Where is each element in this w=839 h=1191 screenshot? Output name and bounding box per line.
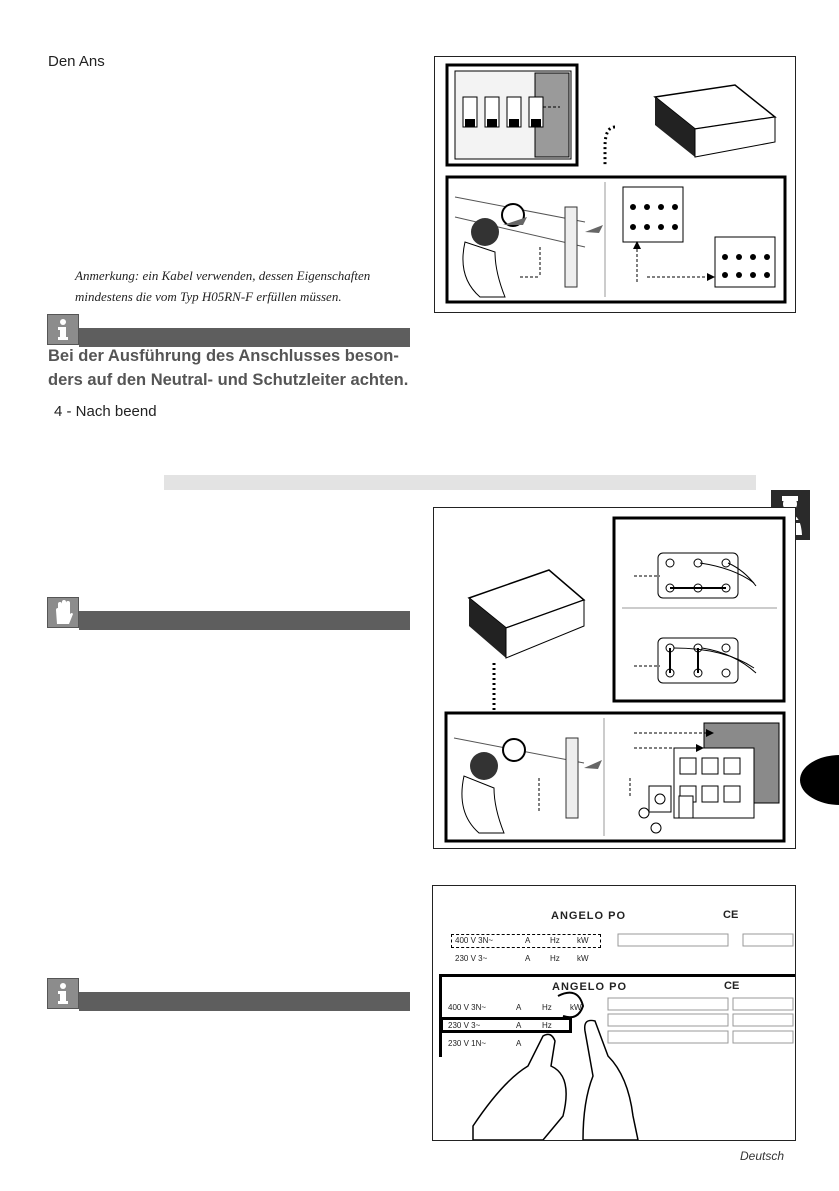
danger-bar bbox=[79, 611, 410, 630]
figure-rating-plate bbox=[432, 885, 796, 1141]
warning-line-1: Bei der Ausführung des Anschlusses beson- bbox=[48, 347, 399, 365]
figure-terminal-configuration bbox=[433, 507, 796, 849]
cable-note-line-2: mindestens die vom Typ H05RN-F erfüllen müssen. bbox=[75, 289, 342, 304]
row-2-a: A bbox=[516, 1021, 522, 1030]
row-1-hz: Hz bbox=[542, 1003, 552, 1012]
cable-note-line-1: Anmerkung: ein Kabel verwenden, dessen Eigenschaften bbox=[75, 268, 371, 283]
row-1-kw: kW bbox=[570, 1003, 582, 1012]
section-title-bar bbox=[164, 475, 756, 490]
row-3-a: A bbox=[516, 1039, 522, 1048]
ce-mark-bottom: CE bbox=[724, 980, 740, 992]
info-icon bbox=[47, 314, 79, 345]
brand-logo-bottom: ANGELO PO bbox=[552, 981, 628, 993]
info-icon bbox=[47, 978, 79, 1009]
danger-header bbox=[47, 597, 410, 631]
top-row-1-hz: Hz bbox=[550, 936, 560, 945]
info-bar-2 bbox=[79, 992, 410, 1011]
section-tab bbox=[800, 755, 839, 805]
top-row-2-a: A bbox=[525, 954, 531, 963]
top-row-1-voltage: 400 V 3N~ bbox=[455, 936, 494, 945]
figure-connection-terminal bbox=[434, 56, 796, 313]
top-row-1-kw: kW bbox=[577, 936, 589, 945]
row-2-voltage: 230 V 3~ bbox=[448, 1021, 481, 1030]
row-3-voltage: 230 V 1N~ bbox=[448, 1039, 487, 1048]
footer-language: Deutsch bbox=[740, 1149, 785, 1163]
cable-note bbox=[75, 265, 410, 307]
neutral-ground-warning bbox=[48, 344, 412, 392]
info-header bbox=[47, 314, 410, 348]
row-1-a: A bbox=[516, 1003, 522, 1012]
row-1-voltage: 400 V 3N~ bbox=[448, 1003, 487, 1012]
row-2-hz: Hz bbox=[542, 1021, 552, 1030]
top-row-2-voltage: 230 V 3~ bbox=[455, 954, 488, 963]
stop-hand-icon bbox=[47, 597, 79, 628]
ce-mark-top: CE bbox=[723, 909, 739, 921]
top-row-2-hz: Hz bbox=[550, 954, 560, 963]
top-row-2-kw: kW bbox=[577, 954, 589, 963]
intro-text: Den Ans bbox=[48, 53, 105, 70]
warning-line-2: ders auf den Neutral- und Schutzleiter achten. bbox=[48, 371, 409, 389]
step-4-text: 4 - Nach beend bbox=[54, 403, 157, 420]
top-row-1-a: A bbox=[525, 936, 531, 945]
info-header-2 bbox=[47, 978, 410, 1012]
brand-logo-top: ANGELO PO bbox=[551, 910, 627, 922]
